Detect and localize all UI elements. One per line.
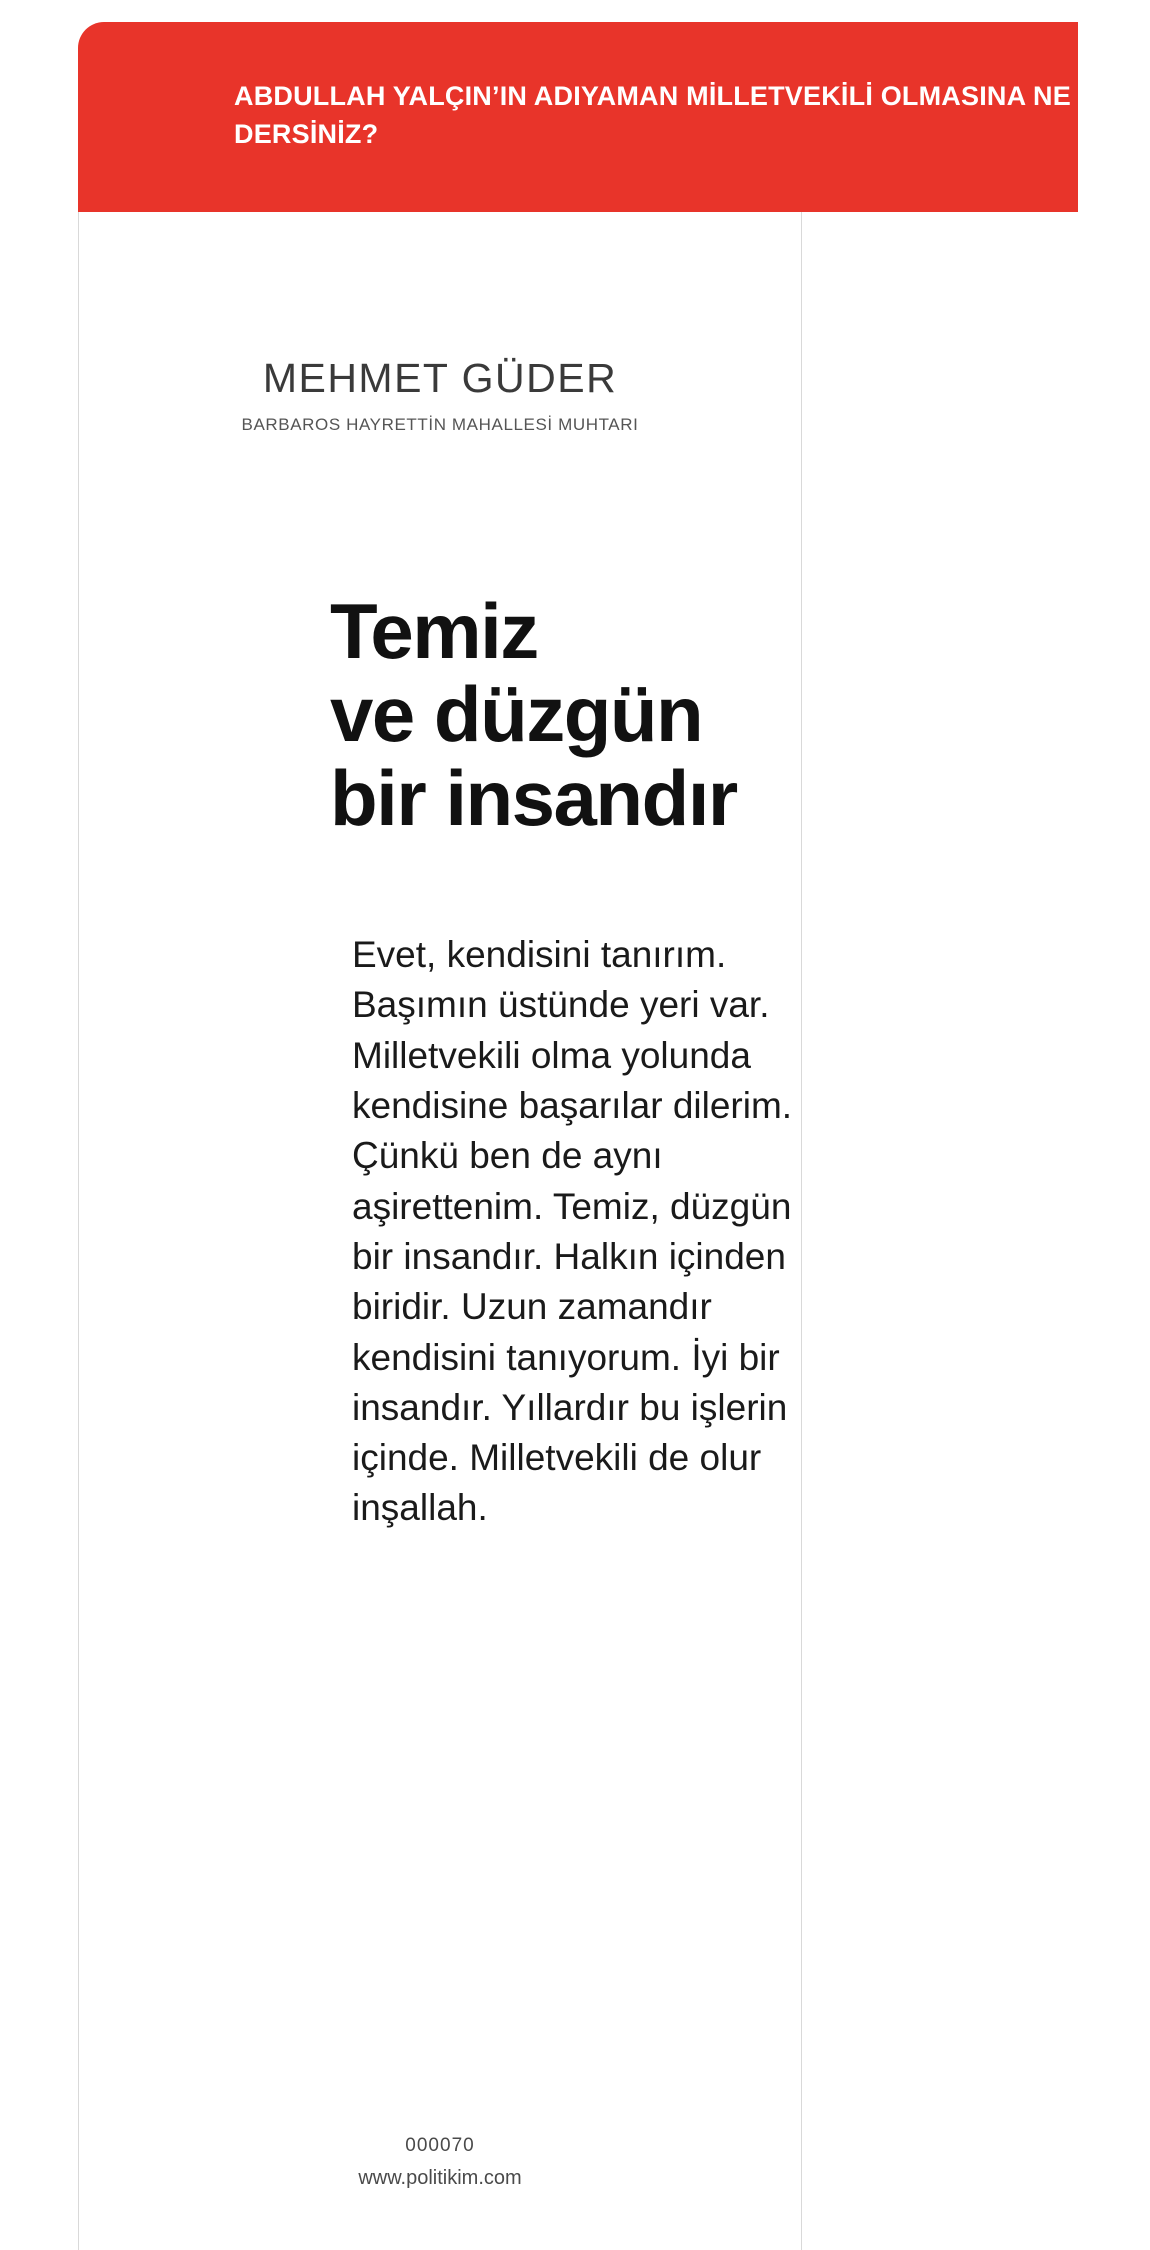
right-margin (802, 0, 1150, 2250)
footer-code: 000070 (405, 2135, 475, 2156)
footer (78, 2135, 802, 2190)
left-gutter (0, 0, 78, 2250)
headline-line-1: Temiz (330, 587, 538, 675)
footer-url: www.politikim.com (358, 2167, 522, 2189)
headline-line-2: ve düzgün (330, 670, 703, 759)
speaker-name: MEHMET GÜDER (262, 355, 618, 401)
header-banner-content (78, 22, 1078, 212)
banner-title: ABDULLAH YALÇIN’IN ADIYAMAN MİLLETVEKİLİ OLMASINA NE DERSİNİZ? (234, 81, 1071, 150)
headline (330, 587, 850, 842)
body-copy: Evet, kendisini tanırım. Başımın üstünde yeri var. Milletvekili olma yolunda kendisine başarılar dilerim. Çünkü ben de aynı aşirettenim. Temiz, düzgün bir insandır. Halkın içinden biridir. Uzun zamandır kendisini tanıyorum. İyi bir insandır. Yıllardır bu işlerin içinde. Milletvekili de olur inşallah. (352, 934, 793, 1529)
speaker-role: BARBAROS HAYRETTİN MAHALLESİ MUHTARI (241, 415, 639, 434)
headline-line-3: bir insandır (330, 753, 737, 842)
